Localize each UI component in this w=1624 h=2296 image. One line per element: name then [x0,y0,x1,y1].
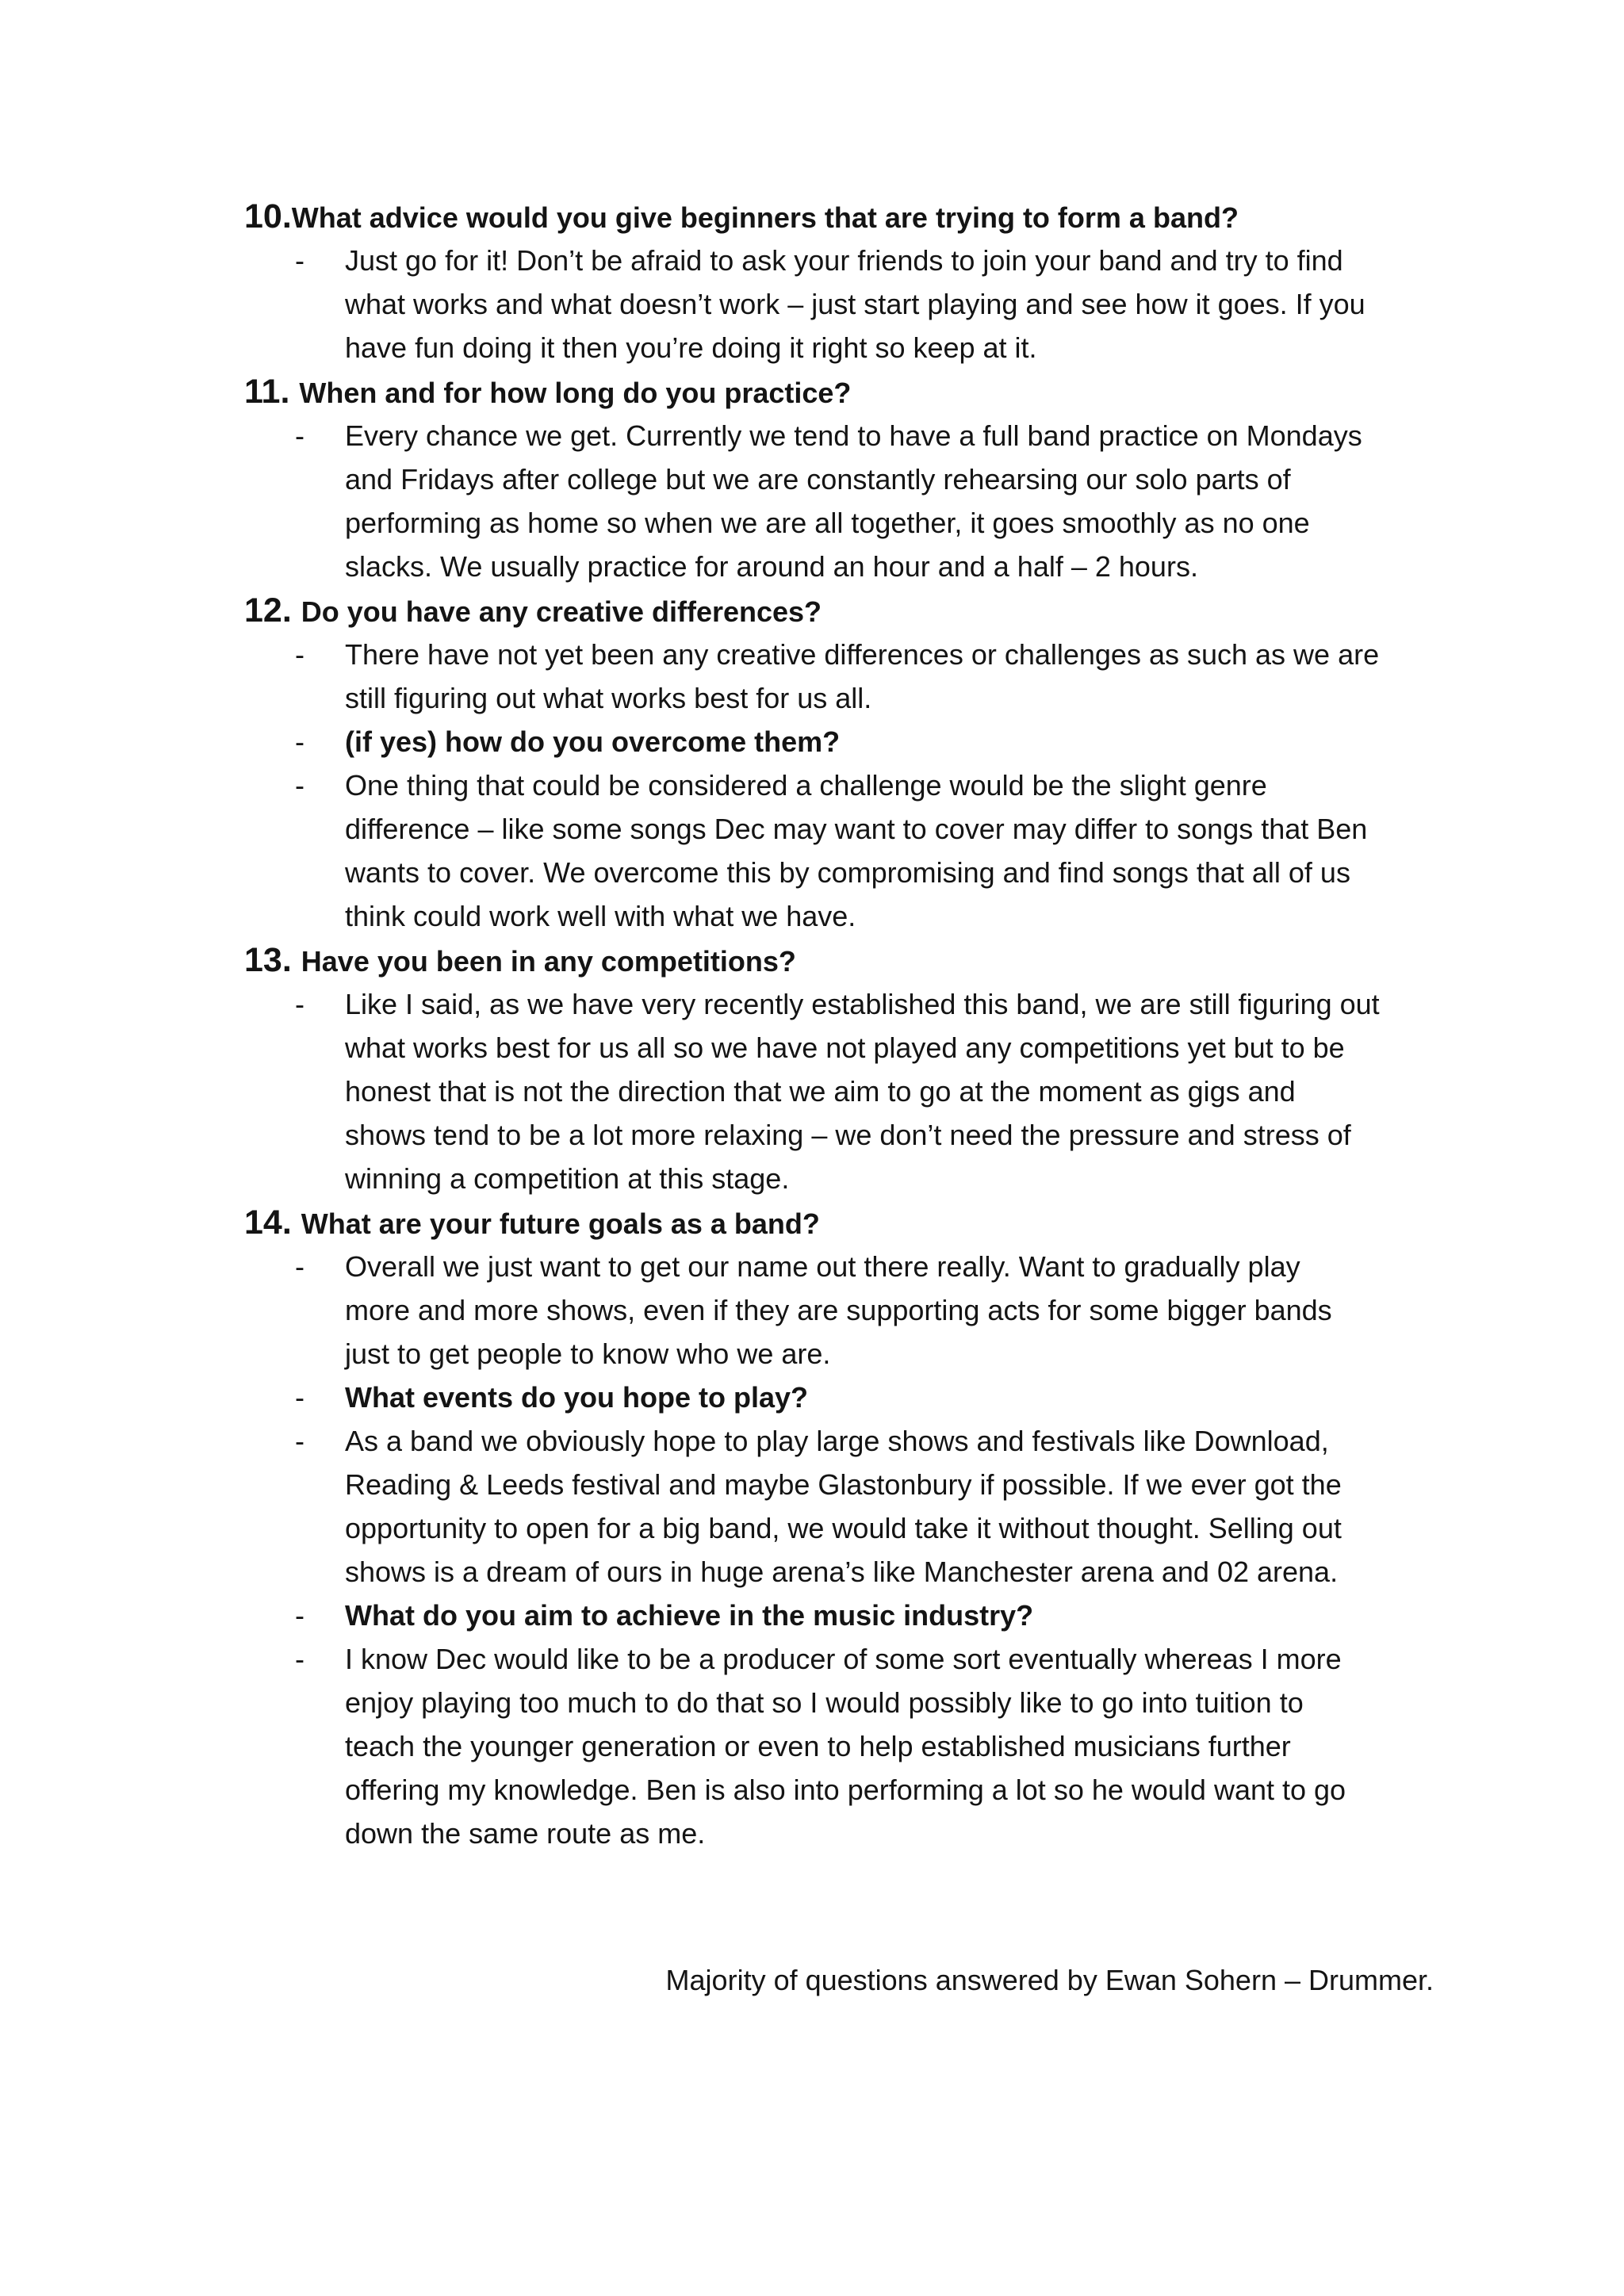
list-dash: - [295,769,304,802]
answer-line: What do you aim to achieve in the music industry? [345,1599,1034,1632]
question-number: 10. [244,197,292,235]
question-text: What advice would you give beginners that are trying to form a band? [291,201,1239,234]
answer-line: One thing that could be considered a challenge would be the slight genre [345,769,1267,802]
list-dash: - [295,1599,304,1632]
answer-item [244,1419,1450,1594]
answer-item [244,763,1450,938]
question-text: Do you have any creative differences? [301,595,822,628]
list-dash: - [295,638,304,671]
answer-line: performing as home so when we are all together, it goes smoothly as no one [345,507,1310,539]
question-heading [244,938,1450,982]
answer-line: honest that is not the direction that we aim to go at the moment as gigs and [345,1075,1296,1108]
answer-line: and Fridays after college but we are constantly rehearsing our solo parts of [345,463,1291,496]
answer-item [244,982,1450,1200]
interview-content [244,194,1450,1855]
answer-line: What events do you hope to play? [345,1381,809,1414]
answer-line: down the same route as me. [345,1817,706,1850]
question-text: Have you been in any competitions? [301,945,796,978]
question-number: 13. [244,941,292,979]
answer-line: opportunity to open for a big band, we would take it without thought. Selling out [345,1512,1342,1544]
sub-question [244,720,1450,763]
answer-line: Reading & Leeds festival and maybe Glastonbury if possible. If we ever got the [345,1468,1342,1501]
answer-line: still figuring out what works best for us all. [345,682,872,714]
list-dash: - [295,725,304,758]
list-dash: - [295,419,304,452]
question-heading [244,369,1450,414]
answer-line: As a band we obviously hope to play large shows and festivals like Download, [345,1425,1329,1457]
answer-line: Overall we just want to get our name out there really. Want to gradually play [345,1250,1300,1283]
question-heading [244,588,1450,633]
question-text: What are your future goals as a band? [301,1207,820,1240]
answer-line: shows tend to be a lot more relaxing – we don’t need the pressure and stress of [345,1119,1351,1151]
answer-line: Every chance we get. Currently we tend to have a full band practice on Mondays [345,419,1362,452]
answer-line: have fun doing it then you’re doing it right so keep at it. [345,331,1037,364]
answer-line: what works and what doesn’t work – just start playing and see how it goes. If you [345,288,1365,320]
answer-line: think could work well with what we have. [345,900,856,932]
answer-line: shows is a dream of ours in huge arena’s like Manchester arena and 02 arena. [345,1556,1339,1588]
answer-line: more and more shows, even if they are supporting acts for some bigger bands [345,1294,1332,1326]
question-number: 14. [244,1203,292,1242]
answer-item [244,414,1450,588]
question-heading [244,1200,1450,1245]
answer-line: There have not yet been any creative differences or challenges as such as we are [345,638,1380,671]
list-dash: - [295,244,304,277]
answer-line: what works best for us all so we have not played any competitions yet but to be [345,1031,1345,1064]
signature-line: Majority of questions answered by Ewan Sohern – Drummer. [665,1964,1434,1996]
answer-line: Like I said, as we have very recently established this band, we are still figuring out [345,988,1380,1020]
answer-line: just to get people to know who we are. [345,1337,831,1370]
answer-line: offering my knowledge. Ben is also into performing a lot so he would want to go [345,1774,1346,1806]
answer-item [244,1637,1450,1855]
answer-line: I know Dec would like to be a producer of some sort eventually whereas I more [345,1643,1342,1675]
list-dash: - [295,1381,304,1414]
answer-item [244,1245,1450,1376]
answer-line: difference – like some songs Dec may want to cover may differ to songs that Ben [345,813,1368,845]
answer-line: teach the younger generation or even to help established musicians further [345,1730,1291,1762]
list-dash: - [295,1250,304,1283]
answer-item [244,239,1450,369]
answer-line: (if yes) how do you overcome them? [345,725,841,758]
question-heading [244,194,1450,239]
answer-line: Just go for it! Don’t be afraid to ask your friends to join your band and try to find [345,244,1343,277]
question-text: When and for how long do you practice? [299,377,852,409]
question-number: 12. [244,591,292,629]
answer-line: wants to cover. We overcome this by compromising and find songs that all of us [345,856,1350,889]
answer-line: winning a competition at this stage. [345,1162,790,1195]
sub-question [244,1376,1450,1419]
list-dash: - [295,1643,304,1675]
question-number: 11. [244,373,290,411]
answer-item [244,633,1450,720]
answer-line: enjoy playing too much to do that so I would possibly like to go into tuition to [345,1686,1304,1719]
answer-line: slacks. We usually practice for around an hour and a half – 2 hours. [345,550,1198,583]
sub-question [244,1594,1450,1637]
list-dash: - [295,988,304,1020]
list-dash: - [295,1425,304,1457]
